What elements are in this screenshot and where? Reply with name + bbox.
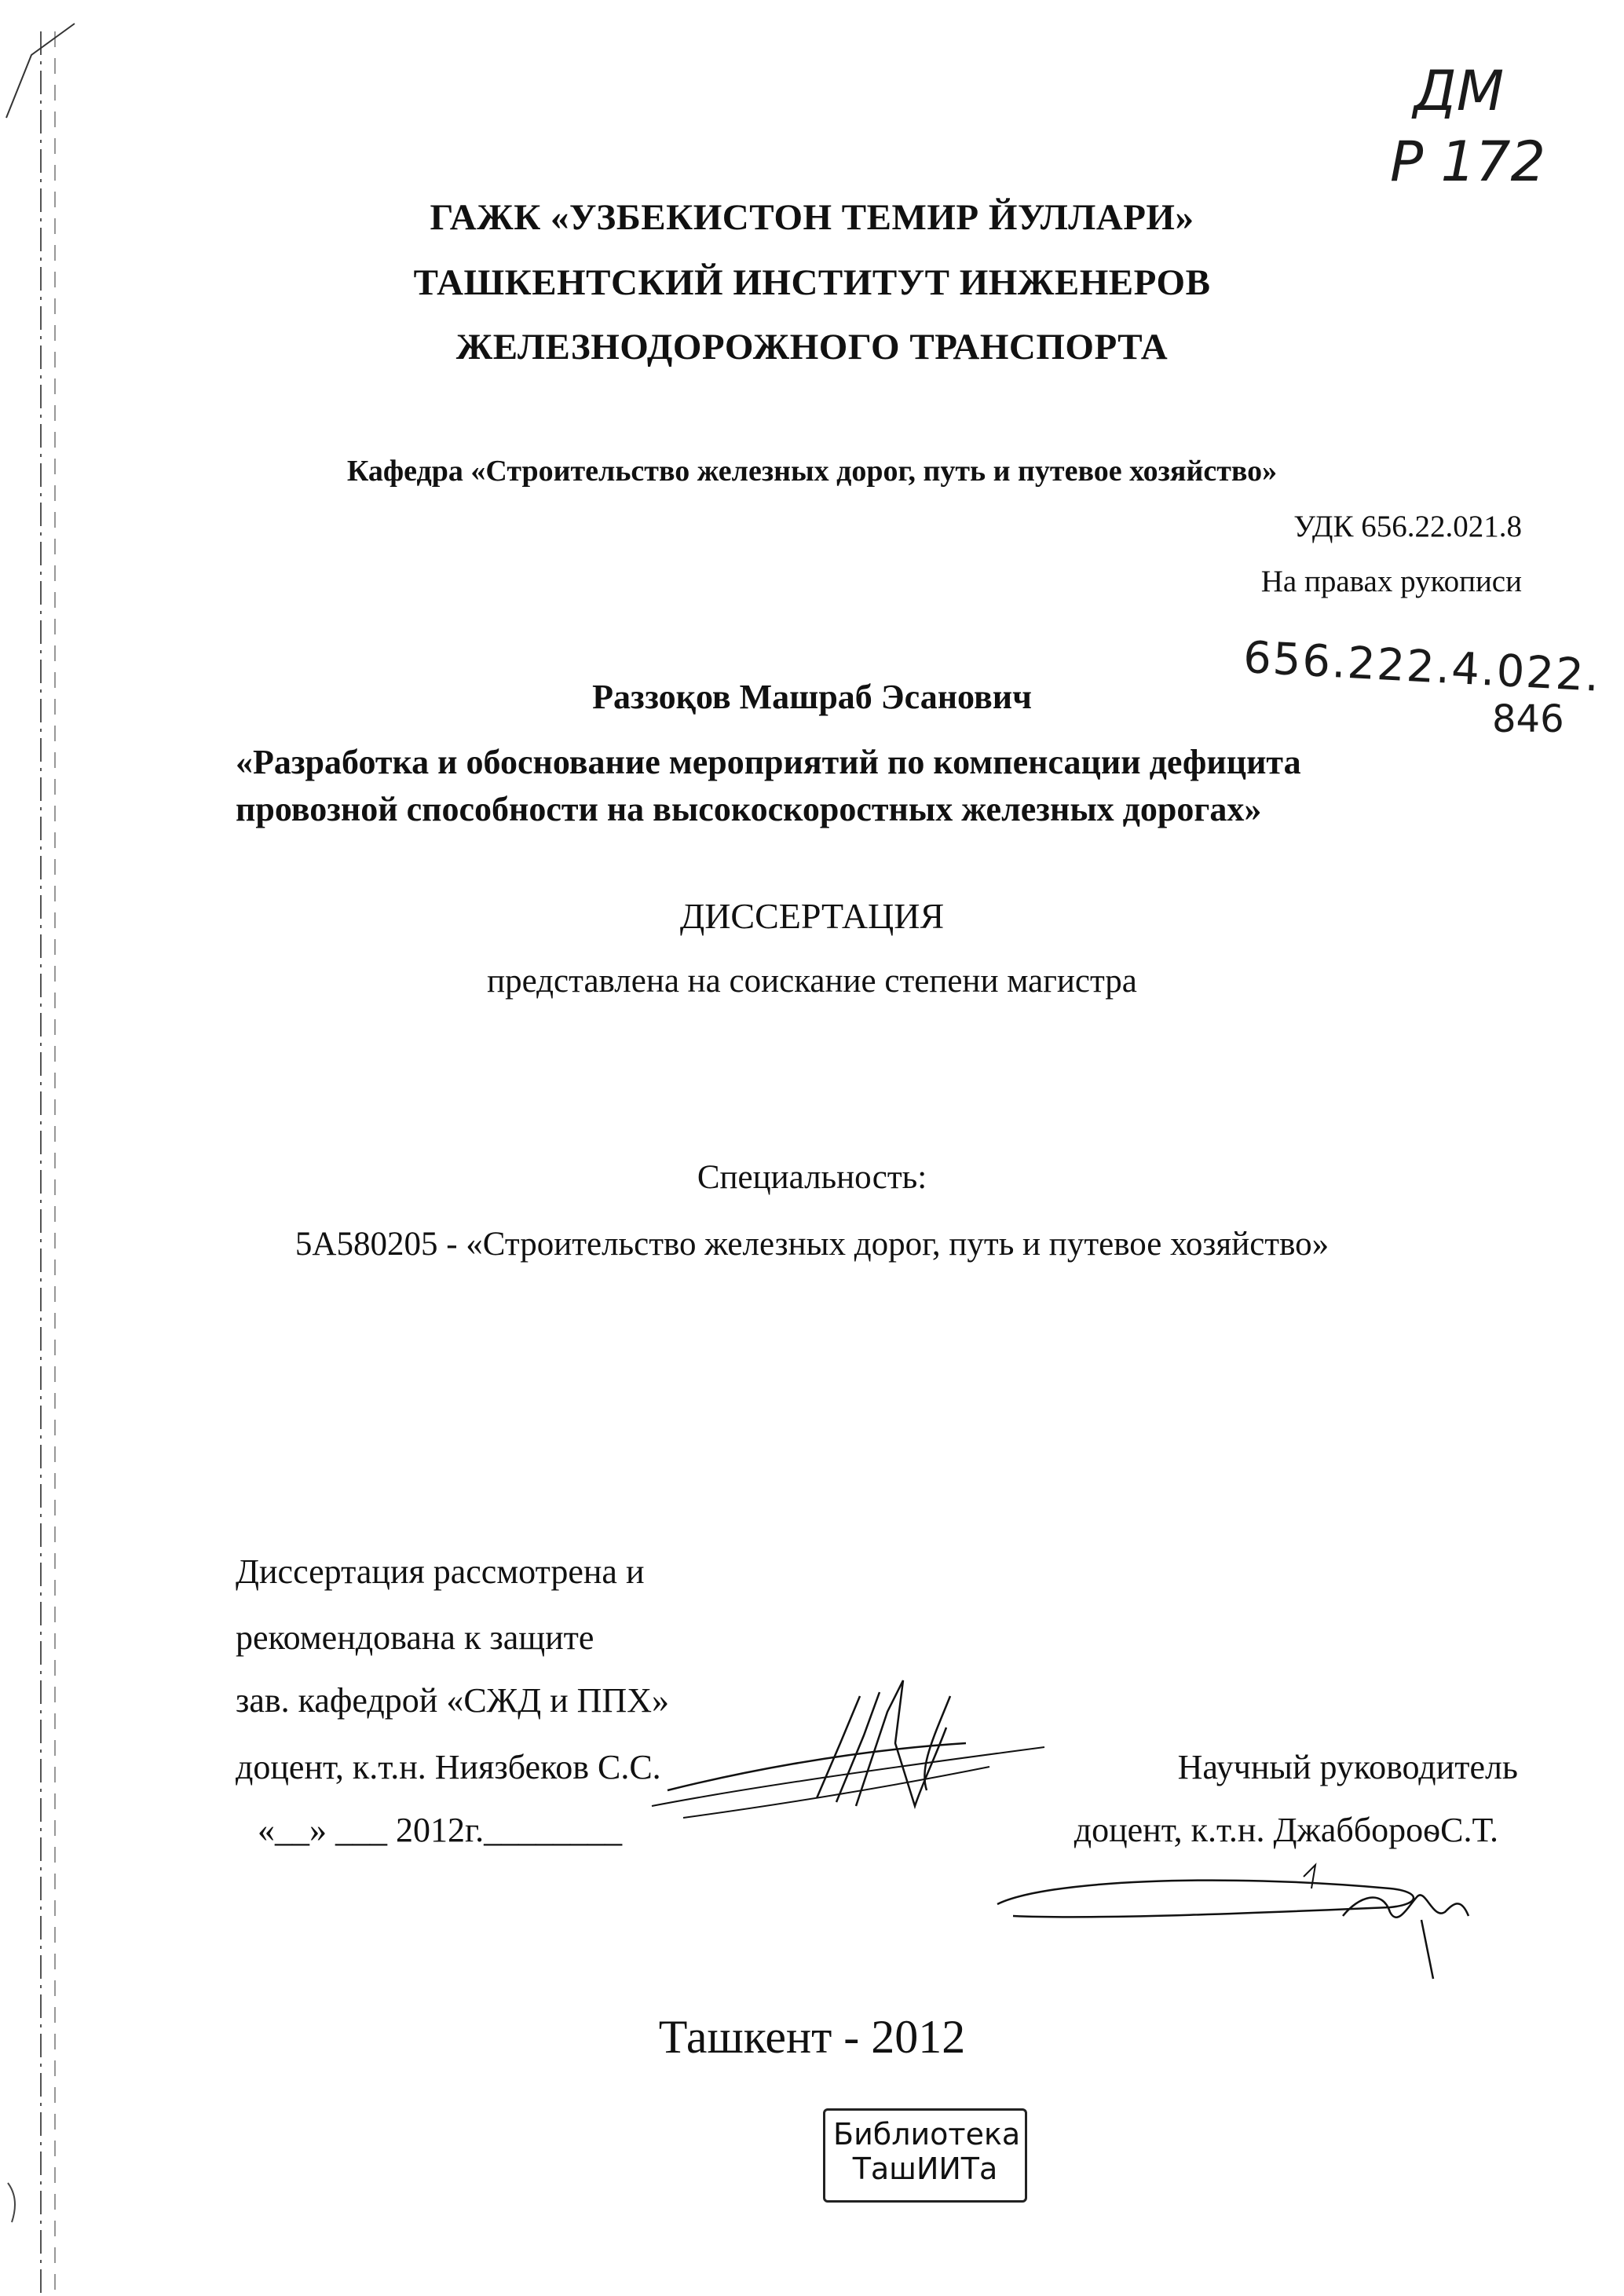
title-line-1: «Разработка и обоснование мероприятий по компенсации дефицита	[236, 743, 1301, 781]
signature-supervisor	[982, 1841, 1484, 1998]
stamp-line-2: ТашИИТа	[852, 2152, 998, 2186]
stamp-line-1: Библиотека	[833, 2117, 1021, 2152]
org-line-2: ТАШКЕНТСКИЙ ИНСТИТУТ ИНЖЕНЕРОВ	[413, 262, 1211, 303]
approval-date: «__» ___ 2012г.________	[258, 1811, 623, 1849]
handwritten-shelf-mark-1: ДМ	[1414, 59, 1505, 123]
approval-line-1: Диссертация рассмотрена и	[236, 1552, 645, 1591]
handwritten-shelf-mark-2: Р 172	[1390, 130, 1546, 194]
approval-line-2: рекомендована к защите	[236, 1618, 594, 1657]
specialty: 5А580205 - «Строительство железных дорог, путь и путевое хозяйство»	[294, 1226, 1330, 1263]
degree-statement: представлена на соискание степени магистра	[487, 963, 1137, 1000]
approval-line-3: зав. кафедрой «СЖД и ППХ»	[236, 1681, 669, 1720]
author-name: Раззоқов Машраб Эсанович	[592, 678, 1032, 716]
org-line-1: ГАЖК «УЗБЕКИСТОН ТЕМИР ЙУЛЛАРИ»	[430, 197, 1194, 238]
signature-head-of-department	[636, 1649, 1076, 1853]
handwritten-code-1: 656.222.4.022.	[1242, 632, 1602, 702]
manuscript-rights: На правах рукописи	[1260, 565, 1522, 598]
document-type: ДИССЕРТАЦИЯ	[679, 896, 945, 936]
supervisor-title: Научный руководитель	[1177, 1748, 1518, 1786]
city-year: Ташкент - 2012	[658, 2011, 966, 2063]
handwritten-code-2: 846	[1492, 697, 1564, 741]
library-stamp	[823, 2108, 1027, 2203]
approval-line-4: доцент, к.т.н. Ниязбеков С.С.	[236, 1748, 661, 1786]
specialty-label: Специальность:	[697, 1159, 927, 1196]
supervisor-name: доцент, к.т.н. ДжаббороѳС.Т.	[1074, 1811, 1498, 1849]
title-line-2: провозной способности на высокоскоростных железных дорогах»	[236, 790, 1262, 828]
org-line-3: ЖЕЛЕЗНОДОРОЖНОГО ТРАНСПОРТА	[455, 327, 1169, 367]
department: Кафедра «Строительство железных дорог, путь и путевое хозяйство»	[346, 455, 1278, 488]
udk: УДК 656.22.021.8	[1293, 510, 1522, 543]
